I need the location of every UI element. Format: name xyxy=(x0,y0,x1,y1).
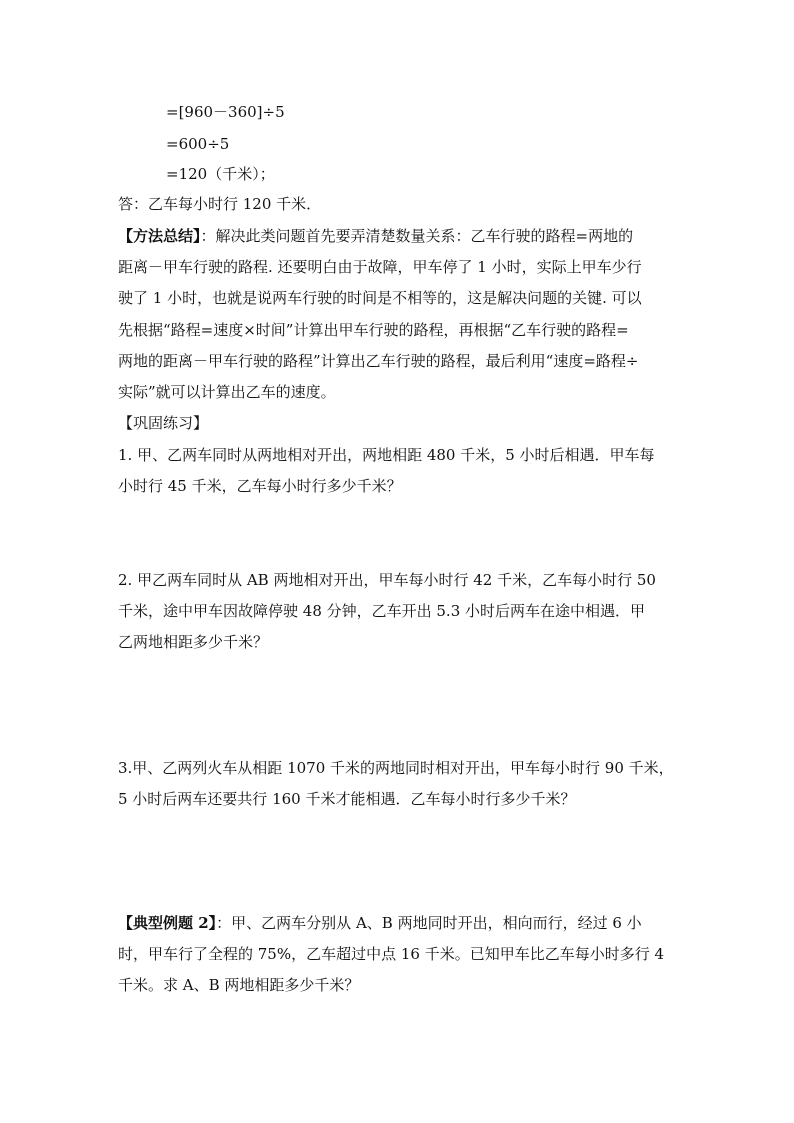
example-2-text: ：甲、乙两车分别从 A、B 两地同时开出，相向而行，经过 6 小 xyxy=(216,914,642,932)
calc-step-3: =120（千米）； xyxy=(166,165,275,183)
exercise-2-line-1: 2. 甲乙两车同时从 AB 两地相对开出，甲车每小时行 42 千米，乙车每小时行 50 xyxy=(118,571,656,589)
method-summary-line-4: 先根据“路程=速度×时间”计算出甲车行驶的路程，再根据“乙车行驶的路程= xyxy=(118,321,629,339)
method-summary-line-6: 实际”就可以计算出乙车的速度。 xyxy=(118,383,336,401)
method-summary-line-1 xyxy=(118,226,678,246)
example-2-line-3: 千米。求 A、B 两地相距多少千米？ xyxy=(118,976,360,994)
calc-step-2: =600÷5 xyxy=(166,135,230,153)
practice-heading: 【巩固练习】 xyxy=(118,414,209,432)
exercise-3-line-2: 5 小时后两车还要共行 160 千米才能相遇．乙车每小时行多少千米？ xyxy=(118,790,576,808)
method-summary-label: 【方法总结】 xyxy=(118,227,201,245)
exercise-3-line-1: 3.甲、乙两列火车从相距 1070 千米的两地同时相对开出，甲车每小时行 90 千米， xyxy=(118,759,674,777)
method-summary-line-5: 两地的距离－甲车行驶的路程”计算出乙车行驶的路程，最后利用“速度=路程÷ xyxy=(118,352,639,370)
example-2-label: 【典型例题 2】 xyxy=(118,914,217,932)
method-summary-text: ：解决此类问题首先要弄清楚数量关系：乙车行驶的路程=两地的 xyxy=(200,227,634,245)
exercise-2-line-3: 乙两地相距多少千米？ xyxy=(118,633,269,651)
example-2-line-1 xyxy=(118,913,678,933)
exercise-2-line-2: 千米，途中甲车因故障停驶 48 分钟，乙车开出 5.3 小时后两车在途中相遇．甲 xyxy=(118,602,646,620)
calc-step-1: =[960－360]÷5 xyxy=(166,103,285,121)
method-summary-line-3: 驶了 1 小时，也就是说两车行驶的时间是不相等的，这是解决问题的关键. 可以 xyxy=(118,289,642,307)
exercise-1-line-1: 1. 甲、乙两车同时从两地相对开出，两地相距 480 千米，5 小时后相遇．甲车每 xyxy=(118,446,655,464)
method-summary-line-2: 距离－甲车行驶的路程. 还要明白由于故障，甲车停了 1 小时，实际上甲车少行 xyxy=(118,258,642,276)
example-2-line-2: 时，甲车行了全程的 75%，乙车超过中点 16 千米。已知甲车比乙车每小时多行 4 xyxy=(118,945,665,963)
exercise-1-line-2: 小时行 45 千米，乙车每小时行多少千米？ xyxy=(118,477,402,495)
answer-line: 答：乙车每小时行 120 千米． xyxy=(118,195,322,213)
